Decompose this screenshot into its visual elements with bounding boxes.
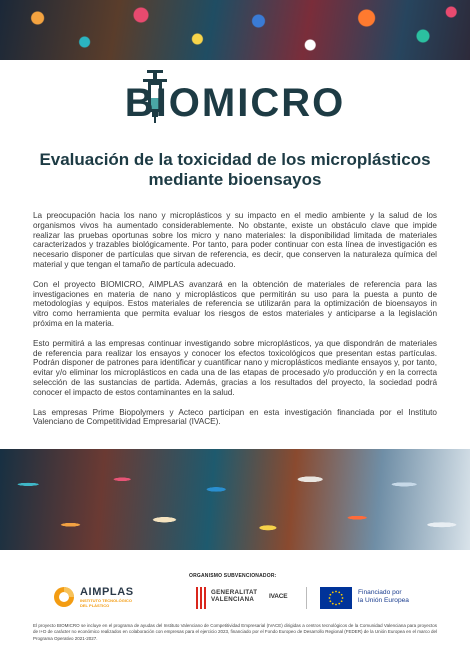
eu-star bbox=[341, 600, 343, 602]
aimplas-subtitle-line-2: DEL PLÁSTICO bbox=[80, 602, 110, 608]
generalitat-line-2: VALENCIANA bbox=[211, 596, 255, 603]
aimplas-subtitle-line-1: INSTITUTO TECNOLÓGICO bbox=[80, 598, 132, 603]
funding-organism-label: ORGANISMO SUBVENCIONADOR: bbox=[189, 573, 277, 579]
eu-text bbox=[358, 589, 409, 605]
title-line-1: Evaluación de la toxicidad de los microplásticos bbox=[39, 150, 431, 169]
microplastics-photo-banner bbox=[0, 449, 470, 550]
eu-star bbox=[338, 603, 340, 605]
generalitat-line-1: GENERALITAT bbox=[211, 589, 258, 596]
paragraph-2: Con el proyecto BIOMICRO, AIMPLAS avanzará en la obtención de materiales de referencia para las investigaciones en materia de nano y microplásticos que permitirán su uso para la puesta a punto de metodologías y equipos. Estos materiales de referencia se utilizarán para la optimización de bioensayos in vitro como herramienta que permita evaluar los riesgos de estos materiales y anticiparse a la legislación próxima en la materia. bbox=[33, 279, 437, 328]
eu-star bbox=[335, 591, 337, 593]
eu-star bbox=[338, 591, 340, 593]
eu-star bbox=[332, 603, 334, 605]
logo-wordmark: BIOMICRO bbox=[124, 81, 346, 125]
biomicro-logo bbox=[0, 68, 470, 142]
ivace-text: IVACE bbox=[269, 593, 288, 600]
aimplas-logo bbox=[52, 585, 172, 609]
paragraph-1: La preocupación hacia los nano y microplásticos y su impacto en el medio ambiente y la salud de los organismos vivos ha aumentado considerablemente. No obstante, existe un obstáculo clave que impide realizar las pruebas oportunas sobre los micro y nano materiales: la disponibilidad limitada de materiales caracterizados y trazables biológicamente. Por tanto, para poder continuar con esta línea de investigación es necesario disponer de partículas que sirvan de referencia, es decir, que conserven la naturaleza química del material y que tengan el tamaño de partícula adecuado. bbox=[33, 211, 437, 269]
page-title bbox=[20, 150, 450, 190]
eu-star bbox=[329, 597, 331, 599]
header-microplastics-banner bbox=[0, 0, 470, 60]
eu-star bbox=[332, 591, 334, 593]
eu-line-1: Financiado por bbox=[358, 589, 402, 596]
aimplas-emblem-icon bbox=[52, 585, 76, 609]
generalitat-valenciana-logo bbox=[195, 586, 275, 610]
eu-star bbox=[341, 594, 343, 596]
eu-funding-logo bbox=[320, 586, 440, 610]
paragraph-3: Esto permitirá a las empresas continuar investigando sobre microplásticos, ya que dispondrán de materiales de referencia para realizar los ensayos y conocer los efectos toxicológicos que presentan estas partículas. Podrán disponer de patrones para identificar y cuantificar nano y microplásticos mediante ensayos y, por tanto, evitar y/o eliminar los microplásticos en cada una de las etapas de procesado y/o producción y en la correcta selección de las sustancias de partida. Además, gracias a los resultados del proyecto, la sociedad podrá conocer el impacto de estos contaminantes en la salud. bbox=[33, 338, 437, 397]
aimplas-name: AIMPLAS bbox=[80, 586, 134, 598]
funding-disclaimer: El proyecto BIOMICRO se incluye en el programa de ayudas del Instituto Valenciano de Competitividad Empresarial (IVACE) dirigidas a centros tecnológicos de la Comunidad Valenciana para proyectos de I+D de carácter no económico realizados en colaboración con empresas para el ejercicio 2023, financiado por el Fondo Europeo de Desarrollo Regional (FEDER) de la Unión Europea en el marco del Programa Operativo 2021-2027. bbox=[33, 623, 437, 641]
ivace-logo bbox=[269, 588, 295, 606]
eu-star bbox=[329, 594, 331, 596]
eu-star bbox=[335, 604, 337, 606]
body-text bbox=[33, 211, 437, 437]
eu-flag-icon bbox=[320, 587, 352, 609]
eu-star bbox=[342, 597, 344, 599]
generalitat-shield-icon bbox=[195, 587, 207, 609]
generalitat-text bbox=[211, 589, 257, 603]
footer-divider bbox=[306, 587, 307, 609]
eu-line-2: la Unión Europea bbox=[358, 597, 409, 604]
paragraph-4: Las empresas Prime Biopolymers y Acteco participan en esta investigación financiada por el Instituto Valenciano de Competitividad Empresarial (IVACE). bbox=[33, 407, 437, 427]
title-line-2: mediante bioensayos bbox=[148, 170, 322, 189]
aimplas-subtitle bbox=[80, 599, 132, 608]
eu-star bbox=[329, 600, 331, 602]
